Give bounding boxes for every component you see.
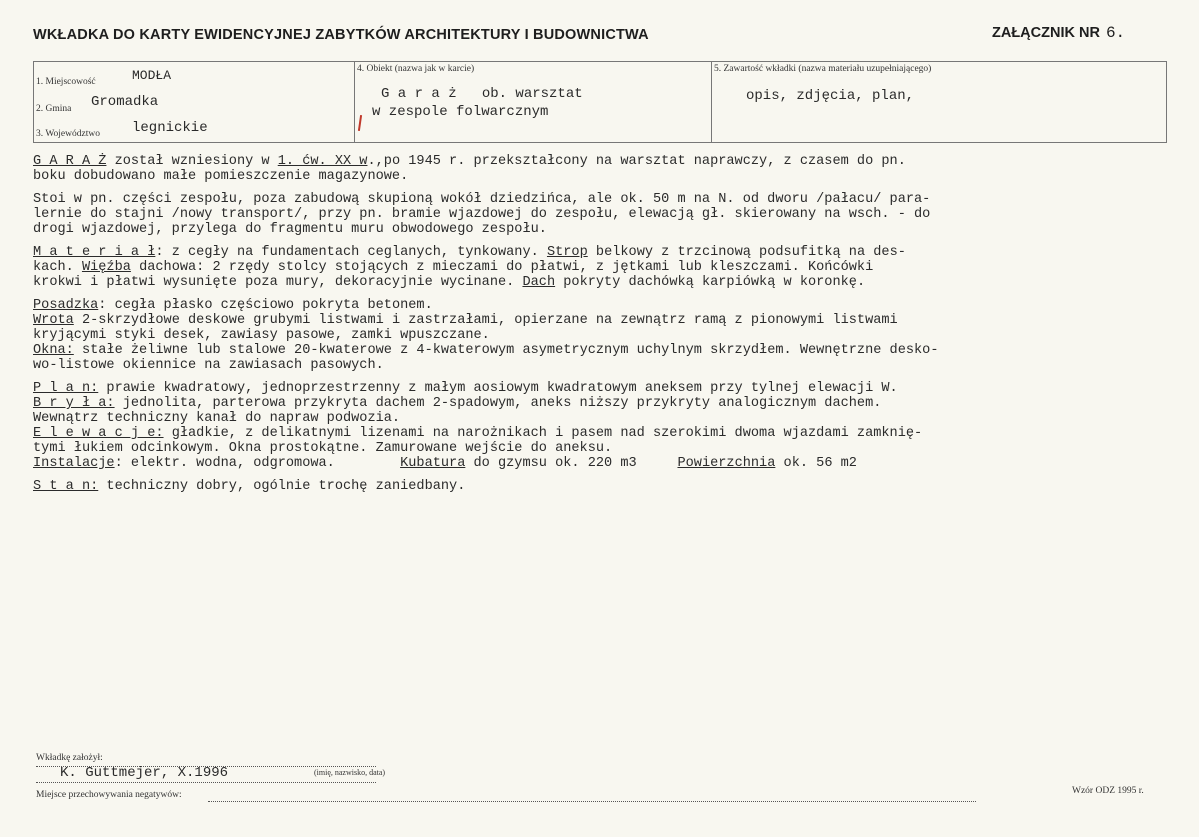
text-line: E l e w a c j e: gładkie, z delikatnymi lizenami na narożnikach i pasem nad szerokimi dwoma wjazdami zamknię- (33, 426, 923, 441)
gmina-label: 2. Gmina (36, 104, 72, 114)
wojewodztwo-value: legnickie (132, 120, 208, 136)
text-line: Wewnątrz techniczny kanał do napraw podwozia. (33, 411, 401, 426)
object-column (354, 62, 712, 142)
text-line: M a t e r i a ł: z cegły na fundamentach ceglanych, tynkowany. Strop belkowy z trzcinową podsufitką na des- (33, 245, 906, 260)
text-line: kach. Więźba dachowa: 2 rzędy stolcy stojących z mieczami do płatwi, z jętkami lub kleszczami. Końcówki (33, 260, 874, 275)
miejsce-label: Miejsce przechowywania negatywów: (36, 790, 182, 800)
paragraph-floor-doors-windows (33, 298, 1168, 373)
zalozyl-label: Wkładkę założył: (36, 753, 103, 763)
text-line: tymi łukiem odcinkowym. Okna prostokątne. Zamurowane wejście do aneksu. (33, 441, 613, 456)
text-line: B r y ł a: jednolita, parterowa przykryta dachem 2-spadowym, aneks niższy przykryty analogicznym dachem. (33, 396, 882, 411)
text-line: Stoi w pn. części zespołu, poza zabudową skupioną wokół dziedzińca, ale ok. 50 m na N. od dworu /pałacu/ para- (33, 192, 931, 207)
header-fields-table (33, 61, 1167, 143)
paragraph-plan (33, 381, 1168, 471)
negatives-dotted-line (208, 801, 976, 802)
text-line: Posadzka: cegła płasko częściowo pokryta betonem. (33, 298, 433, 313)
paragraph-history (33, 154, 1168, 184)
text-line: Instalacje: elektr. wodna, odgromowa. Kubatura do gzymsu ok. 220 m3 Powierzchnia ok. 56 m2 (33, 456, 857, 471)
signature-underline (36, 782, 376, 783)
zawartosc-label: 5. Zawartość wkładki (nazwa materiału uzupełniającego) (714, 64, 932, 74)
miejscowosc-value: MODŁA (132, 68, 172, 83)
imie-label: (imię, nazwisko, data) (314, 768, 386, 777)
zawartosc-value: opis, zdjęcia, plan, (746, 88, 915, 104)
text-line: boku dobudowano małe pomieszczenie magazynowe. (33, 169, 409, 184)
text-line: kryjącymi styki desek, zawiasy pasowe, zamki wpuszczane. (33, 328, 490, 343)
paragraph-material (33, 245, 1168, 290)
zalozyl-value: K. Guttmejer, X.1996 (60, 765, 229, 781)
obiekt-value-2: w zespole folwarcznym (372, 104, 549, 120)
annex-label-text: ZAŁĄCZNIK NR (992, 25, 1100, 41)
obiekt-value-1: G a r a ż ob. warsztat (381, 86, 583, 102)
text-line: S t a n: techniczny dobry, ogólnie trochę zaniedbany. (33, 479, 466, 494)
text-line: Wrota 2-skrzydłowe deskowe grubymi listwami i zastrzałami, opierzane na zewnątrz ramą z pionowymi listwami (33, 313, 898, 328)
description-body (33, 154, 1168, 502)
miejscowosc-label: 1. Miejscowość (36, 77, 96, 87)
wzor-label: Wzór ODZ 1995 r. (1072, 786, 1144, 796)
text-line: P l a n: prawie kwadratowy, jednoprzestrzenny z małym aosiowym kwadratowym aneksem przy tylnej elewacji W. (33, 381, 898, 396)
location-column (34, 62, 355, 142)
text-line: G A R A Ż został wzniesiony w 1. ćw. XX w.,po 1945 r. przekształcony na warsztat naprawczy, z czasem do pn. (33, 154, 906, 169)
annex-label (992, 24, 1125, 42)
paragraph-condition (33, 479, 1168, 494)
document-title: WKŁADKA DO KARTY EWIDENCYJNEJ ZABYTKÓW ARCHITEKTURY I BUDOWNICTWA (33, 27, 649, 43)
annex-number: 6. (1105, 24, 1126, 42)
paragraph-location (33, 192, 1168, 237)
content-column (711, 62, 1166, 142)
obiekt-label: 4. Obiekt (nazwa jak w karcie) (357, 64, 475, 74)
text-line: wo-listowe okiennice na zawiasach pasowych. (33, 358, 384, 373)
text-line: lernie do stajni /nowy transport/, przy pn. bramie wjazdowej do zespołu, elewacją gł. skierowany na wsch. - do (33, 207, 931, 222)
wojewodztwo-label: 3. Województwo (36, 129, 100, 139)
text-line: Okna: stałe żeliwne lub stalowe 20-kwaterowe z 4-kwaterowym asymetrycznym uchylnym skrzydłem. Wewnętrzne desko- (33, 343, 939, 358)
text-line: drogi wjazdowej, przylega do fragmentu muru obwodowego zespołu. (33, 222, 547, 237)
text-line: krokwi i płatwi wysunięte poza mury, dekoracyjnie wycinane. Dach pokryty dachówką karpiówką w koronkę. (33, 275, 866, 290)
gmina-value: Gromadka (91, 94, 159, 110)
